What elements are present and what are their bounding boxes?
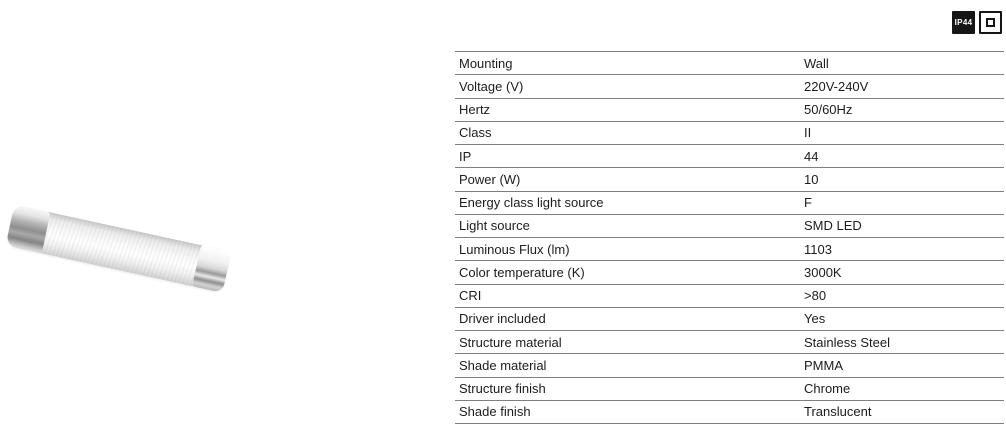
- class-ii-insulation-icon: [979, 11, 1002, 34]
- spec-row: [455, 331, 1004, 354]
- spec-label: Power (W): [455, 168, 804, 191]
- class-ii-inner-square: [986, 18, 995, 27]
- lamp-chrome-cap-left: [6, 204, 51, 253]
- ip44-rating-icon: IP44: [952, 11, 975, 34]
- spec-value: Wall: [804, 52, 1004, 75]
- spec-label: Structure material: [455, 331, 804, 354]
- spec-value: Yes: [804, 307, 1004, 330]
- lamp-chrome-cap-right: [192, 245, 231, 293]
- spec-label: Shade material: [455, 354, 804, 377]
- spec-value: 10: [804, 168, 1004, 191]
- spec-row: [455, 238, 1004, 261]
- spec-value: II: [804, 121, 1004, 144]
- spec-label: Voltage (V): [455, 75, 804, 98]
- spec-label: Class: [455, 121, 804, 144]
- spec-label: Color temperature (K): [455, 261, 804, 284]
- spec-row: [455, 214, 1004, 237]
- spec-value: PMMA: [804, 354, 1004, 377]
- spec-label: CRI: [455, 284, 804, 307]
- certification-badges: [952, 11, 1002, 34]
- spec-value: 44: [804, 145, 1004, 168]
- spec-row: [455, 307, 1004, 330]
- spec-row: [455, 261, 1004, 284]
- spec-value: Translucent: [804, 400, 1004, 423]
- spec-value: 3000K: [804, 261, 1004, 284]
- spec-value: Stainless Steel: [804, 331, 1004, 354]
- spec-row: [455, 75, 1004, 98]
- spec-label: Driver included: [455, 307, 804, 330]
- specifications-table-body: [455, 52, 1004, 424]
- spec-row: [455, 284, 1004, 307]
- spec-row: [455, 98, 1004, 121]
- lamp-tube-body: [6, 204, 232, 292]
- spec-row: [455, 377, 1004, 400]
- spec-label: Hertz: [455, 98, 804, 121]
- spec-label: Structure finish: [455, 377, 804, 400]
- spec-label: Luminous Flux (lm): [455, 238, 804, 261]
- specifications-table: [455, 51, 1004, 424]
- spec-row: [455, 121, 1004, 144]
- product-image-wall-light: [0, 0, 260, 320]
- spec-value: 1103: [804, 238, 1004, 261]
- spec-value: SMD LED: [804, 214, 1004, 237]
- spec-value: 220V-240V: [804, 75, 1004, 98]
- spec-row: [455, 145, 1004, 168]
- spec-row: [455, 191, 1004, 214]
- spec-label: Energy class light source: [455, 191, 804, 214]
- spec-row: [455, 52, 1004, 75]
- spec-value: 50/60Hz: [804, 98, 1004, 121]
- spec-label: IP: [455, 145, 804, 168]
- spec-value: F: [804, 191, 1004, 214]
- spec-label: Mounting: [455, 52, 804, 75]
- spec-row: [455, 400, 1004, 423]
- spec-value: Chrome: [804, 377, 1004, 400]
- spec-row: [455, 354, 1004, 377]
- spec-label: Shade finish: [455, 400, 804, 423]
- spec-row: [455, 168, 1004, 191]
- spec-value: >80: [804, 284, 1004, 307]
- spec-label: Light source: [455, 214, 804, 237]
